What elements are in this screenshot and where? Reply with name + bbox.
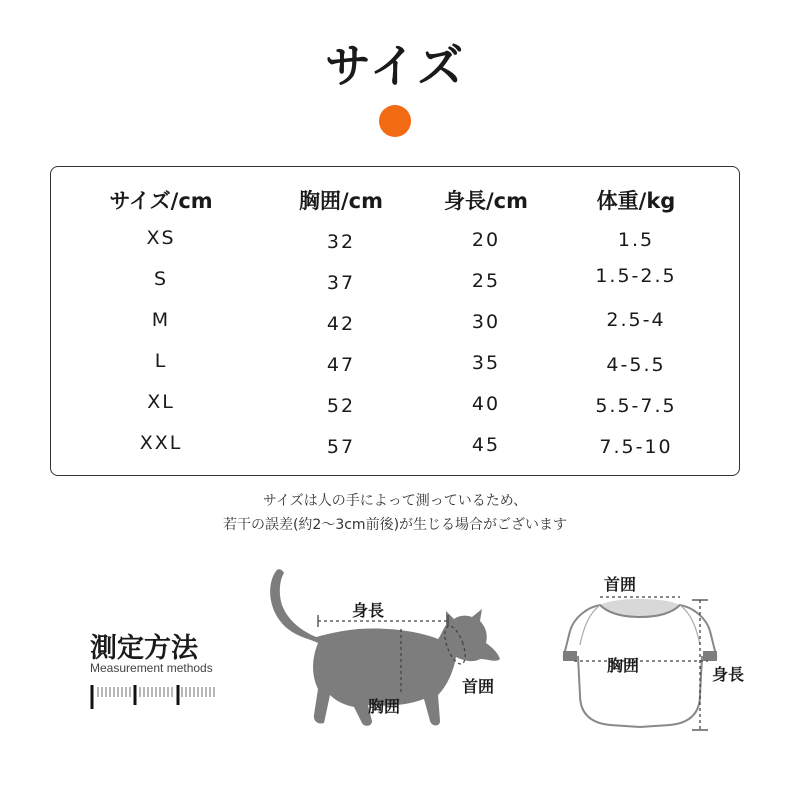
cat-chest-label: 胸囲 [368,697,401,716]
cell-size: XL [147,391,175,413]
cell-weight: 1.5-2.5 [595,265,677,287]
cell-size: M [151,309,171,331]
method-subtitle: Measurement methods [90,661,213,675]
cell-length: 40 [471,393,501,415]
cell-length: 35 [471,352,501,374]
note-line-1: サイズは人の手によって測っているため、 [262,493,528,509]
header-chest: 胸囲/cm [299,189,383,213]
cell-weight: 7.5-10 [599,436,673,458]
cell-chest: 42 [326,313,356,335]
header-size: サイズ/cm [109,189,213,213]
note-line-2: 若干の誤差(約2～3cm前後)が生じる場合がございます [222,517,568,533]
shirt-length-marker [690,598,710,733]
cell-chest: 37 [326,272,356,294]
shirt-length-label: 身長 [712,665,745,684]
cell-length: 20 [471,229,501,251]
cell-length: 25 [471,270,501,292]
cell-size: L [154,350,168,372]
size-table [50,166,740,476]
cell-weight: 2.5-4 [606,309,666,331]
header-weight: 体重/kg [596,189,676,213]
page-title: サイズ [324,39,466,93]
cell-chest: 47 [326,354,356,376]
method-title: 測定方法 [90,633,198,664]
cell-weight: 1.5 [617,229,655,251]
cell-length: 45 [471,434,501,456]
cell-size: XS [146,227,176,249]
accent-dot [379,105,411,137]
ruler-icon [90,683,220,713]
cell-chest: 52 [326,395,356,417]
cell-length: 30 [471,311,501,333]
cell-weight: 5.5-7.5 [595,395,677,417]
cell-chest: 32 [326,231,356,253]
cell-size: XXL [139,432,183,454]
shirt-chest-label: 胸囲 [607,656,640,675]
cell-size: S [153,268,169,290]
cat-neck-label: 首囲 [462,677,495,696]
shirt-neck-label: 首囲 [604,575,637,594]
cell-weight: 4-5.5 [606,354,666,376]
header-length: 身長/cm [444,189,528,213]
cell-chest: 57 [326,436,356,458]
cat-length-label: 身長 [352,601,385,620]
